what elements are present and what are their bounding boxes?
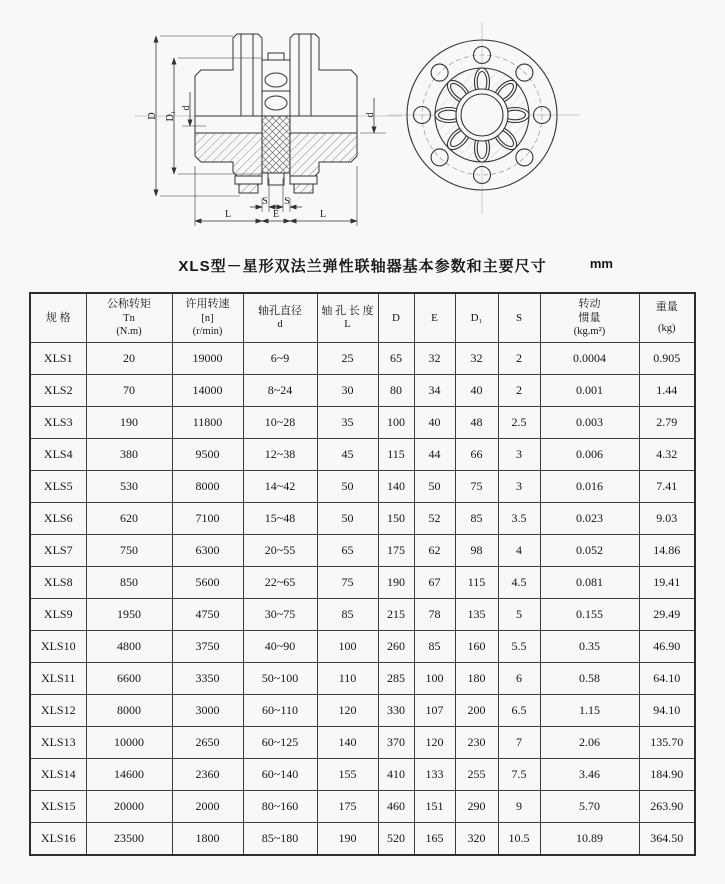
- value-cell: 230: [455, 727, 498, 759]
- value-cell: 750: [86, 535, 172, 567]
- value-cell: 320: [455, 823, 498, 856]
- value-cell: 1.15: [540, 695, 639, 727]
- value-cell: 0.0004: [540, 343, 639, 375]
- value-cell: 190: [317, 823, 378, 856]
- table-row: [30, 759, 695, 791]
- value-cell: 150: [378, 503, 414, 535]
- value-cell: 135.70: [639, 727, 695, 759]
- value-cell: 100: [378, 407, 414, 439]
- value-cell: 120: [414, 727, 455, 759]
- value-cell: 40: [414, 407, 455, 439]
- datasheet-page: [0, 16, 725, 884]
- value-cell: 5.70: [540, 791, 639, 823]
- value-cell: 10~28: [243, 407, 317, 439]
- table-header: [30, 293, 695, 343]
- value-cell: 0.081: [540, 567, 639, 599]
- value-cell: 48: [455, 407, 498, 439]
- value-cell: 100: [414, 663, 455, 695]
- value-cell: 50: [317, 471, 378, 503]
- column-header-weight: 重量 (kg): [639, 293, 695, 343]
- table-row: [30, 567, 695, 599]
- value-cell: 107: [414, 695, 455, 727]
- value-cell: 52: [414, 503, 455, 535]
- dim-label-D: D: [147, 112, 158, 120]
- value-cell: 78: [414, 599, 455, 631]
- value-cell: 40~90: [243, 631, 317, 663]
- value-cell: 4.32: [639, 439, 695, 471]
- model-cell: XLS8: [30, 567, 86, 599]
- value-cell: 135: [455, 599, 498, 631]
- value-cell: 14~42: [243, 471, 317, 503]
- value-cell: 85: [455, 503, 498, 535]
- value-cell: 64.10: [639, 663, 695, 695]
- value-cell: 14.86: [639, 535, 695, 567]
- value-cell: 140: [378, 471, 414, 503]
- value-cell: 80: [378, 375, 414, 407]
- value-cell: 98: [455, 535, 498, 567]
- value-cell: 3000: [172, 695, 243, 727]
- table-row: [30, 631, 695, 663]
- spec-table: [29, 292, 696, 856]
- column-header-inertia: 转动 惯量 (kg.m²): [540, 293, 639, 343]
- value-cell: 2650: [172, 727, 243, 759]
- value-cell: 1.44: [639, 375, 695, 407]
- value-cell: 120: [317, 695, 378, 727]
- value-cell: 0.006: [540, 439, 639, 471]
- page-title: XLS型－星形双法兰弹性联轴器基本参数和主要尺寸: [178, 257, 547, 275]
- column-header-speed: 许用转速 [n] (r/min): [172, 293, 243, 343]
- table-row: [30, 599, 695, 631]
- coupling-drawing-svg: [10, 16, 715, 244]
- table-row: [30, 791, 695, 823]
- model-cell: XLS11: [30, 663, 86, 695]
- value-cell: 460: [378, 791, 414, 823]
- model-cell: XLS10: [30, 631, 86, 663]
- value-cell: 8000: [86, 695, 172, 727]
- value-cell: 7: [498, 727, 540, 759]
- value-cell: 8000: [172, 471, 243, 503]
- value-cell: 364.50: [639, 823, 695, 856]
- value-cell: 255: [455, 759, 498, 791]
- table-row: [30, 375, 695, 407]
- value-cell: 3.5: [498, 503, 540, 535]
- value-cell: 2: [498, 343, 540, 375]
- value-cell: 6300: [172, 535, 243, 567]
- value-cell: 23500: [86, 823, 172, 856]
- dim-label-D1: D₁: [165, 110, 176, 122]
- column-header-D: D: [378, 293, 414, 343]
- table-row: [30, 695, 695, 727]
- value-cell: 4.5: [498, 567, 540, 599]
- header-row: [30, 293, 695, 343]
- value-cell: 100: [317, 631, 378, 663]
- value-cell: 520: [378, 823, 414, 856]
- value-cell: 2: [498, 375, 540, 407]
- value-cell: 40: [455, 375, 498, 407]
- value-cell: 29.49: [639, 599, 695, 631]
- value-cell: 10000: [86, 727, 172, 759]
- unit-label: mm: [589, 256, 613, 271]
- table-row: [30, 343, 695, 375]
- value-cell: 60~110: [243, 695, 317, 727]
- column-header-bore-l: 轴 孔 长 度 L: [317, 293, 378, 343]
- model-cell: XLS15: [30, 791, 86, 823]
- value-cell: 85: [414, 631, 455, 663]
- title-row: [0, 252, 725, 278]
- value-cell: 3: [498, 439, 540, 471]
- value-cell: 4750: [172, 599, 243, 631]
- value-cell: 110: [317, 663, 378, 695]
- value-cell: 200: [455, 695, 498, 727]
- value-cell: 30~75: [243, 599, 317, 631]
- value-cell: 260: [378, 631, 414, 663]
- value-cell: 60~125: [243, 727, 317, 759]
- value-cell: 62: [414, 535, 455, 567]
- value-cell: 14600: [86, 759, 172, 791]
- value-cell: 44: [414, 439, 455, 471]
- value-cell: 7100: [172, 503, 243, 535]
- value-cell: 165: [414, 823, 455, 856]
- value-cell: 151: [414, 791, 455, 823]
- value-cell: 50: [317, 503, 378, 535]
- value-cell: 6.5: [498, 695, 540, 727]
- model-cell: XLS7: [30, 535, 86, 567]
- value-cell: 285: [378, 663, 414, 695]
- value-cell: 8~24: [243, 375, 317, 407]
- value-cell: 115: [378, 439, 414, 471]
- value-cell: 85~180: [243, 823, 317, 856]
- model-cell: XLS3: [30, 407, 86, 439]
- value-cell: 9500: [172, 439, 243, 471]
- value-cell: 184.90: [639, 759, 695, 791]
- technical-drawing: [10, 16, 715, 244]
- value-cell: 0.016: [540, 471, 639, 503]
- table-row: [30, 503, 695, 535]
- value-cell: 60~140: [243, 759, 317, 791]
- value-cell: 3350: [172, 663, 243, 695]
- value-cell: 2000: [172, 791, 243, 823]
- value-cell: 20~55: [243, 535, 317, 567]
- value-cell: 5: [498, 599, 540, 631]
- model-cell: XLS4: [30, 439, 86, 471]
- value-cell: 1800: [172, 823, 243, 856]
- value-cell: 75: [455, 471, 498, 503]
- front-view: [388, 22, 580, 214]
- value-cell: 14000: [172, 375, 243, 407]
- column-header-S: S: [498, 293, 540, 343]
- value-cell: 7.5: [498, 759, 540, 791]
- value-cell: 180: [455, 663, 498, 695]
- value-cell: 67: [414, 567, 455, 599]
- value-cell: 4: [498, 535, 540, 567]
- value-cell: 85: [317, 599, 378, 631]
- value-cell: 2.06: [540, 727, 639, 759]
- value-cell: 190: [86, 407, 172, 439]
- value-cell: 0.023: [540, 503, 639, 535]
- dim-label-S-right: S: [284, 196, 290, 207]
- value-cell: 330: [378, 695, 414, 727]
- value-cell: 2360: [172, 759, 243, 791]
- column-header-E: E: [414, 293, 455, 343]
- table-row: [30, 407, 695, 439]
- value-cell: 12~38: [243, 439, 317, 471]
- value-cell: 0.001: [540, 375, 639, 407]
- value-cell: 160: [455, 631, 498, 663]
- dim-label-d-right: d: [365, 112, 376, 118]
- value-cell: 34: [414, 375, 455, 407]
- table-row: [30, 535, 695, 567]
- value-cell: 1950: [86, 599, 172, 631]
- value-cell: 263.90: [639, 791, 695, 823]
- value-cell: 35: [317, 407, 378, 439]
- value-cell: 3: [498, 471, 540, 503]
- value-cell: 530: [86, 471, 172, 503]
- dim-label-S-left: S: [262, 196, 268, 207]
- value-cell: 11800: [172, 407, 243, 439]
- value-cell: 3.46: [540, 759, 639, 791]
- value-cell: 65: [317, 535, 378, 567]
- value-cell: 5.5: [498, 631, 540, 663]
- value-cell: 140: [317, 727, 378, 759]
- value-cell: 380: [86, 439, 172, 471]
- value-cell: 70: [86, 375, 172, 407]
- value-cell: 0.58: [540, 663, 639, 695]
- model-cell: XLS14: [30, 759, 86, 791]
- value-cell: 0.003: [540, 407, 639, 439]
- value-cell: 115: [455, 567, 498, 599]
- value-cell: 155: [317, 759, 378, 791]
- value-cell: 32: [414, 343, 455, 375]
- table-row: [30, 727, 695, 759]
- value-cell: 7.41: [639, 471, 695, 503]
- value-cell: 46.90: [639, 631, 695, 663]
- value-cell: 370: [378, 727, 414, 759]
- dim-label-L-left: L: [224, 209, 232, 220]
- column-header-bore-d: 轴孔直径 d: [243, 293, 317, 343]
- value-cell: 175: [378, 535, 414, 567]
- value-cell: 19.41: [639, 567, 695, 599]
- model-cell: XLS13: [30, 727, 86, 759]
- value-cell: 9.03: [639, 503, 695, 535]
- value-cell: 19000: [172, 343, 243, 375]
- table-row: [30, 823, 695, 856]
- value-cell: 22~65: [243, 567, 317, 599]
- value-cell: 0.052: [540, 535, 639, 567]
- value-cell: 290: [455, 791, 498, 823]
- value-cell: 2.79: [639, 407, 695, 439]
- column-header-torque: 公称转矩 Tn (N.m): [86, 293, 172, 343]
- value-cell: 0.905: [639, 343, 695, 375]
- model-cell: XLS2: [30, 375, 86, 407]
- value-cell: 175: [317, 791, 378, 823]
- value-cell: 94.10: [639, 695, 695, 727]
- value-cell: 0.155: [540, 599, 639, 631]
- value-cell: 45: [317, 439, 378, 471]
- value-cell: 215: [378, 599, 414, 631]
- value-cell: 190: [378, 567, 414, 599]
- value-cell: 20: [86, 343, 172, 375]
- column-header-D1: D₁: [455, 293, 498, 343]
- value-cell: 65: [378, 343, 414, 375]
- value-cell: 6~9: [243, 343, 317, 375]
- value-cell: 10.89: [540, 823, 639, 856]
- value-cell: 0.35: [540, 631, 639, 663]
- table-row: [30, 471, 695, 503]
- value-cell: 15~48: [243, 503, 317, 535]
- model-cell: XLS6: [30, 503, 86, 535]
- table-row: [30, 439, 695, 471]
- value-cell: 6: [498, 663, 540, 695]
- value-cell: 75: [317, 567, 378, 599]
- model-cell: XLS16: [30, 823, 86, 856]
- value-cell: 6600: [86, 663, 172, 695]
- value-cell: 620: [86, 503, 172, 535]
- dim-label-d-left: d: [181, 105, 192, 111]
- model-cell: XLS5: [30, 471, 86, 503]
- value-cell: 50~100: [243, 663, 317, 695]
- value-cell: 20000: [86, 791, 172, 823]
- table-row: [30, 663, 695, 695]
- value-cell: 10.5: [498, 823, 540, 856]
- dim-label-L-right: L: [319, 209, 327, 220]
- value-cell: 4800: [86, 631, 172, 663]
- value-cell: 32: [455, 343, 498, 375]
- value-cell: 3750: [172, 631, 243, 663]
- value-cell: 9: [498, 791, 540, 823]
- value-cell: 66: [455, 439, 498, 471]
- value-cell: 2.5: [498, 407, 540, 439]
- value-cell: 80~160: [243, 791, 317, 823]
- value-cell: 50: [414, 471, 455, 503]
- model-cell: XLS1: [30, 343, 86, 375]
- model-cell: XLS12: [30, 695, 86, 727]
- value-cell: 133: [414, 759, 455, 791]
- value-cell: 410: [378, 759, 414, 791]
- dim-label-E: E: [272, 209, 280, 220]
- value-cell: 25: [317, 343, 378, 375]
- value-cell: 850: [86, 567, 172, 599]
- column-header-spec: 规 格: [30, 293, 86, 343]
- value-cell: 30: [317, 375, 378, 407]
- table-body: [30, 343, 695, 856]
- value-cell: 5600: [172, 567, 243, 599]
- model-cell: XLS9: [30, 599, 86, 631]
